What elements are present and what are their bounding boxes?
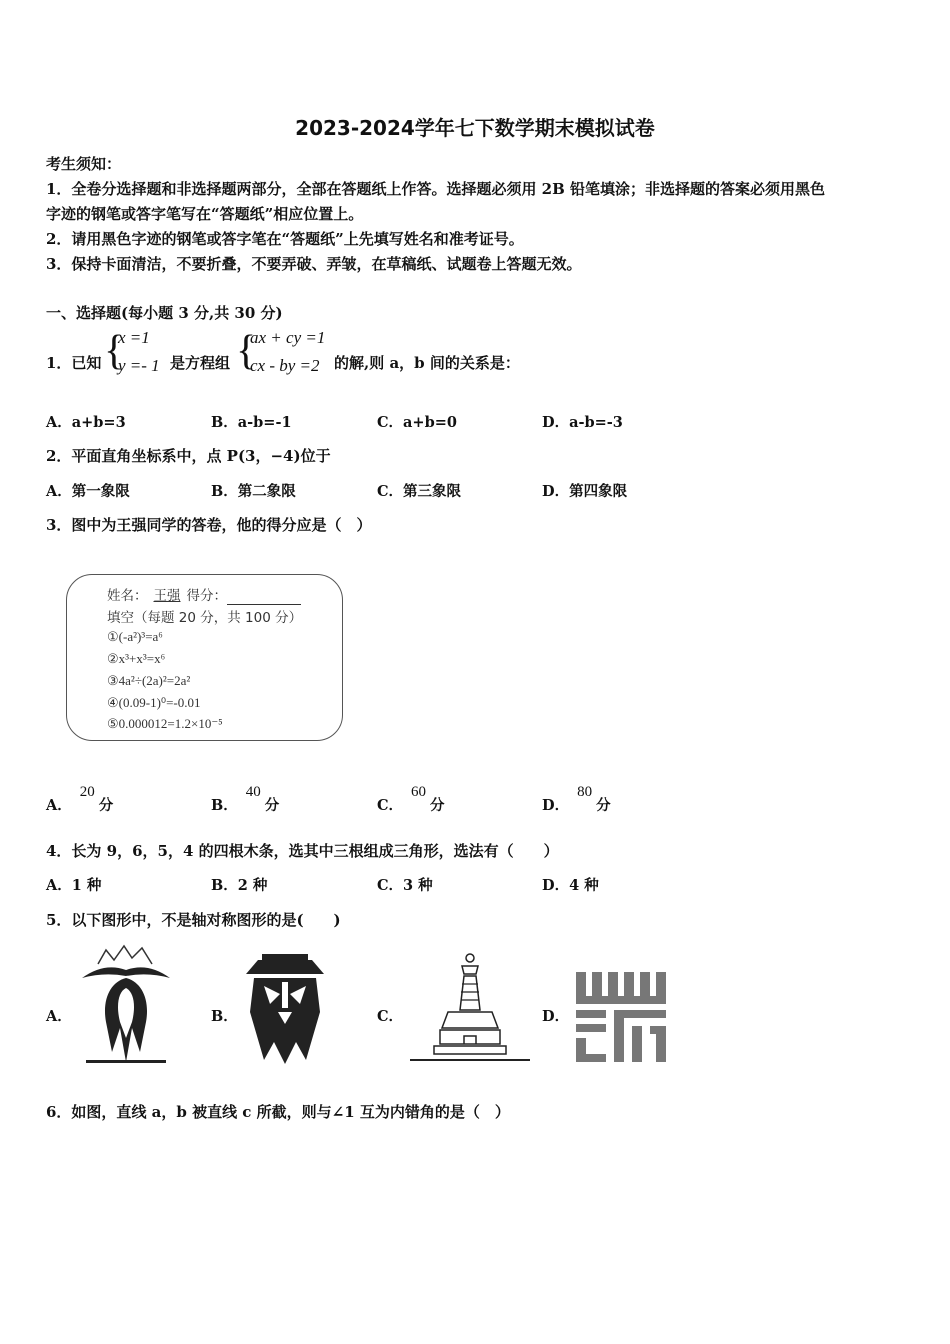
notice-heading: 考生须知： — [46, 155, 122, 173]
q3-text: 3．图中为王强同学的答卷，他的得分应是（ ） — [46, 516, 372, 534]
q3-option-c-unit: 分 — [430, 797, 445, 814]
q1-suffix: 的解,则 a，b 间的关系是： — [334, 354, 520, 372]
q4-option-b: B．2 种 — [211, 877, 268, 894]
q5-option-a-letter: A． — [46, 1008, 72, 1025]
q3-option-a-letter: A． — [46, 797, 72, 814]
card-score-label: 得分： — [186, 588, 227, 604]
q4-option-a: A．1 种 — [46, 877, 102, 894]
card-item-3: ③4a²÷(2a)²=2a² — [107, 673, 191, 688]
figure-c-pagoda-image — [408, 952, 532, 1067]
q2-option-c: C．第三象限 — [377, 483, 462, 500]
q3-option-b-unit: 分 — [264, 797, 280, 814]
q1-sys1-line1: x =1 — [118, 328, 150, 347]
q1-middle: 是方程组 — [170, 354, 231, 372]
notice-item-1-cont: 字迹的钢笔或答字笔写在“答题纸”相应位置上。 — [46, 205, 364, 223]
q1-sys1-line2: y =- 1 — [118, 356, 160, 375]
q1-prefix: 1．已知 — [46, 354, 102, 372]
q3-option-d — [542, 784, 611, 815]
card-item-1: ①(-a²)³=a⁶ — [107, 629, 163, 644]
q1-option-c: C．a+b=0 — [377, 414, 457, 431]
q2-option-b: B．第二象限 — [211, 483, 296, 500]
q2-option-a: A．第一象限 — [46, 483, 130, 500]
q3-option-b-num: 40 — [245, 784, 261, 800]
q1-sys2-line1: ax + cy =1 — [250, 328, 326, 347]
q5-option-d-letter: D． — [542, 1008, 570, 1025]
figure-b-opera-mask-image — [240, 952, 330, 1067]
q3-option-d-num: 80 — [577, 784, 593, 800]
section-heading: 一、选择题(每小题 3 分,共 30 分) — [46, 304, 283, 322]
q1-brace-1: { — [104, 328, 125, 374]
q3-option-c-num: 60 — [411, 784, 427, 800]
figure-a-dancer-image — [76, 942, 176, 1067]
notice-item-3: 3．保持卡面清洁，不要折叠，不要弄破、弄皱，在草稿纸、试题卷上答题无效。 — [46, 255, 582, 273]
figure-d-geometric-pattern-image — [576, 970, 670, 1064]
q1-sys2-line2: cx - by =2 — [250, 356, 320, 375]
q6-text: 6．如图，直线 a，b 被直线 c 所截，则与∠1 互为内错角的是（ ） — [46, 1103, 510, 1121]
page-title: 2023-2024学年七下数学期末模拟试卷 — [295, 116, 655, 140]
q1-option-d: D．a-b=-3 — [542, 414, 623, 431]
q1-option-a: A．a+b=3 — [46, 414, 126, 431]
q2-option-d: D．第四象限 — [542, 483, 628, 500]
q3-option-c-letter: C． — [377, 797, 404, 814]
q3-option-b-letter: B． — [211, 797, 238, 814]
card-score-blank — [227, 588, 301, 605]
q4-option-c: C．3 种 — [377, 877, 433, 894]
card-name-value: 王强 — [153, 588, 181, 604]
q3-option-b — [211, 784, 280, 815]
card-name-label: 姓名： — [107, 588, 148, 604]
card-item-5: ⑤0.000012=1.2×10⁻⁵ — [107, 716, 223, 731]
q1-brace-2: { — [236, 328, 257, 374]
card-item-4: ④(0.09-1)⁰=-0.01 — [107, 695, 201, 710]
q2-text: 2．平面直角坐标系中，点 P(3，−4)位于 — [46, 447, 331, 465]
q3-option-d-unit: 分 — [596, 797, 611, 814]
q5-text: 5．以下图形中，不是轴对称图形的是( ) — [46, 911, 341, 929]
q3-option-a-num: 20 — [79, 784, 95, 800]
notice-item-1: 1．全卷分选择题和非选择题两部分，全部在答题纸上作答。选择题必须用 2B 铅笔填涂；非选择题的答案必须用黑色 — [46, 180, 826, 198]
q5-option-b-letter: B． — [211, 1008, 238, 1025]
card-instruction: 填空（每题 20 分，共 100 分） — [107, 610, 303, 626]
notice-item-2: 2．请用黑色字迹的钢笔或答字笔在“答题纸”上先填写姓名和准考证号。 — [46, 230, 524, 248]
answer-sheet-card — [66, 574, 343, 741]
card-item-2: ②x³+x³=x⁶ — [107, 651, 166, 666]
q3-option-a-unit: 分 — [98, 797, 114, 814]
q3-option-a — [46, 784, 114, 815]
q3-option-d-letter: D． — [542, 797, 570, 814]
q4-option-d: D．4 种 — [542, 877, 599, 894]
q4-text: 4．长为 9，6，5，4 的四根木条，选其中三根组成三角形，选法有（ ） — [46, 842, 559, 860]
q5-option-c-letter: C． — [377, 1008, 404, 1025]
card-name-row — [107, 584, 301, 605]
q1-option-b: B．a-b=-1 — [211, 414, 292, 431]
q3-option-c — [377, 784, 445, 815]
